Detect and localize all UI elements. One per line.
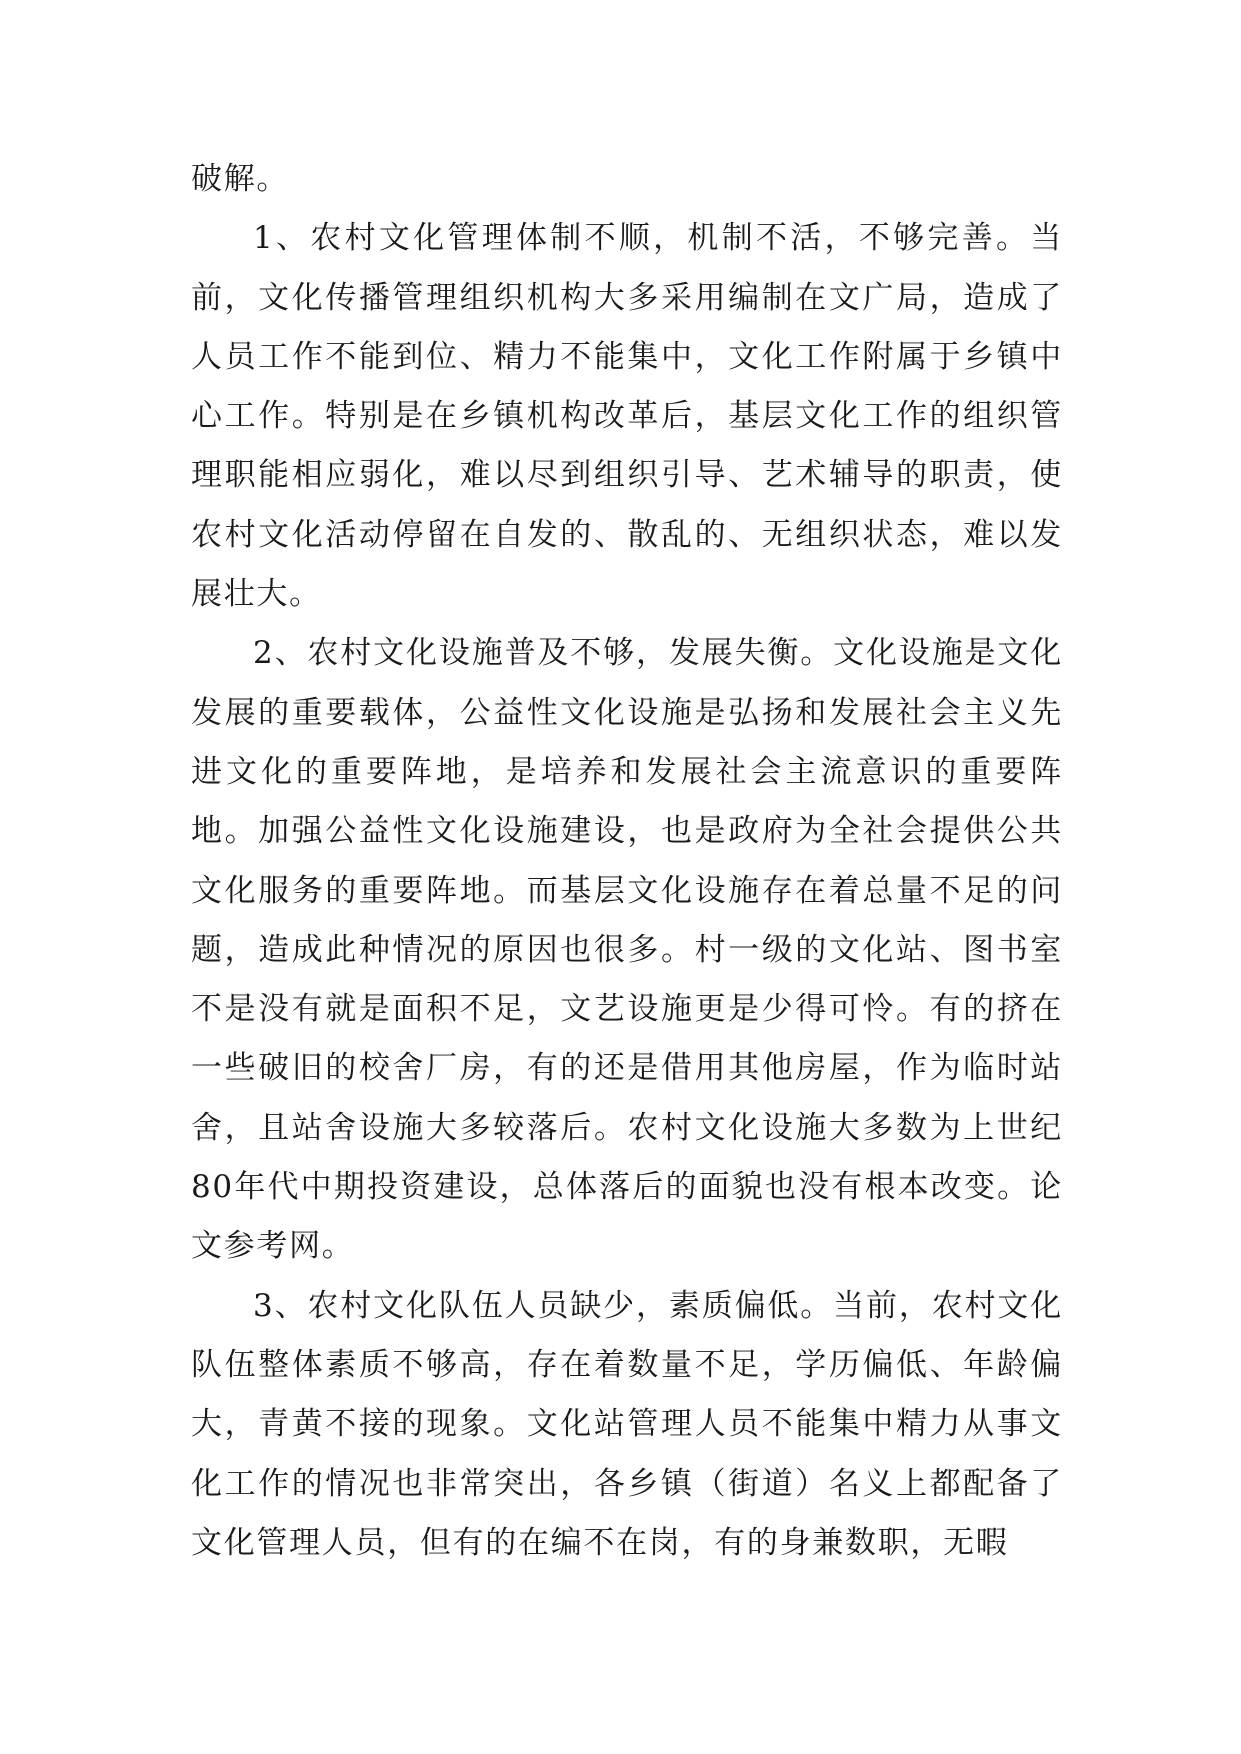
paragraph-2: 2、农村文化设施普及不够，发展失衡。文化设施是文化发展的重要载体，公益性文化设施是弘扬和发展社会主义先进文化的重要阵地，是培养和发展社会主流意识的重要阵地。加强公益性文化设施建设，也是政府为全社会提供公共文化服务的重要阵地。而基层文化设施存在着总量不足的问题，造成此种情况的原因也很多。村一级的文化站、图书室不是没有就是面积不足，文艺设施更是少得可怜。有的挤在一些破旧的校舍厂房，有的还是借用其他房屋，作为临时站舍，且站舍设施大多较落后。农村文化设施大多数为上世纪80年代中期投资建设，总体落后的面貌也没有根本改变。论文参考网。 bbox=[191, 635, 1063, 1265]
paragraph-1: 1、农村文化管理体制不顺，机制不活，不够完善。当前，文化传播管理组织机构大多采用编制在文广局，造成了人员工作不能到位、精力不能集中，文化工作附属于乡镇中心工作。特别是在乡镇机构改革后，基层文化工作的组织管理职能相应弱化，难以尽到组织引导、艺术辅导的职责，使农村文化活动停留在自发的、散乱的、无组织状态，难以发展壮大。 bbox=[191, 220, 1063, 613]
body-text bbox=[191, 150, 1063, 1573]
paragraph-continuation: 破解。 bbox=[191, 161, 290, 197]
paragraph-3: 3、农村文化队伍人员缺少，素质偏低。当前，农村文化队伍整体素质不够高，存在着数量不足，学历偏低、年龄偏大，青黄不接的现象。文化站管理人员不能集中精力从事文化工作的情况也非常突出，各乡镇（街道）名义上都配备了文化管理人员，但有的在编不在岗，有的身兼数职，无暇 bbox=[191, 1287, 1063, 1561]
